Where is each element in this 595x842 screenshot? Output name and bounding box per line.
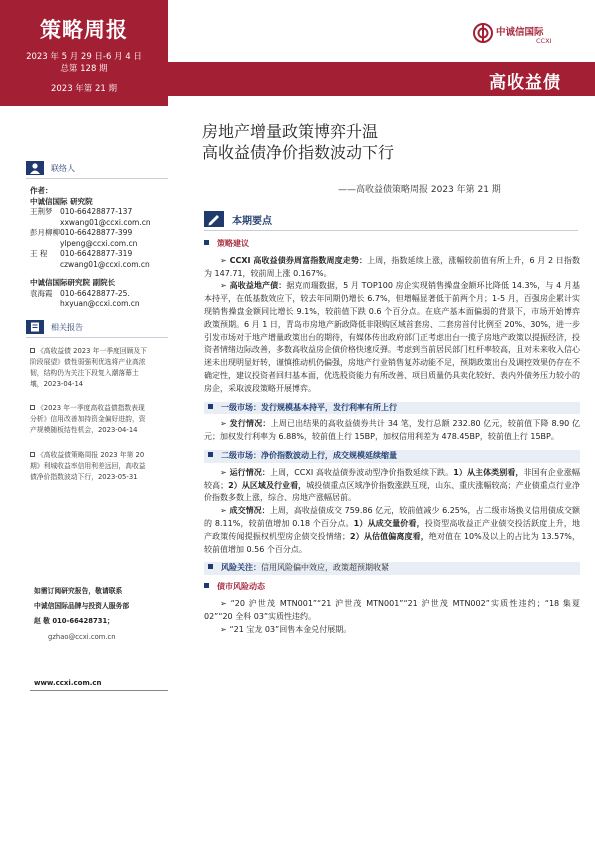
bullet-square-icon [204,583,209,588]
related-section-head [26,320,83,334]
related-label: 相关报告 [51,322,83,332]
related-report-text: 《高收益债策略周报 2023 年第 20 期》利城收益率信用利差远回，高收益债净价指数波动下行，2023-05-31 [30,451,146,481]
issue-year: 2023 年第 21 期 [50,84,118,94]
strategy-heading: 策略建议 [204,238,580,251]
authors-heading: 作者： [30,186,53,195]
contacts-label: 联络人 [51,163,75,173]
page-subtitle: ——高收益债策略周报 2023 年第 21 期 [338,185,501,195]
paragraph-trading: ➢ 成交情况：上周，高收益债成交 759.86 亿元，较前值减少 6.25%，占二级市场换义信用债成交额的 8.11%，较前值增加 0.18 个百分点。1）从成交量价看，投资型高收益正产业债交投活跃度上升，地产政策传闻提振权机型房企债交投情绪；2）从估值偏离度看，绝对值在 10%及以上的占比为 13.57%，较前值增加 0.56 个百分点。 [204,506,581,554]
website-link[interactable]: www.ccxi.com.cn [34,679,102,687]
person-icon [26,161,44,175]
title-line: 高收益债净价指数波动下行 [202,143,395,162]
contact-email[interactable]: gzhao@ccxi.com.cn [48,633,116,642]
key-points-head [204,211,272,227]
default-heading: 债市风险动态 [204,581,580,594]
date-range: 2023 年 5 月 29 日-6 月 4 日 [26,52,142,62]
director-name: 袁海霞 [30,288,53,298]
checkbox-icon [30,348,35,353]
author-phone: 010-66428877-137 [60,207,133,216]
author-row [30,249,170,260]
related-report-item[interactable] [30,403,148,436]
contacts-section-head [26,161,75,175]
author-email[interactable]: czwang01@ccxi.com.cn [60,259,150,269]
subscription-contact [34,586,164,643]
contact-line: 赵 敬 010-66428731； [34,616,114,625]
key-points-label: 本期要点 [232,215,272,227]
bullet-square-icon [208,404,213,409]
related-report-text: 《2023 年一季度高收益债指数表现分析》信用改善加持资金偏好进韵，资产规模随板结性机会，2023-04-14 [30,404,146,434]
risk-line: 风险关注：信用风险偏中效应，政策超预期收紧 [204,562,580,575]
author-row [30,228,170,239]
checkbox-icon [30,452,35,457]
bullet-square-icon [208,452,213,457]
author-name: 王荆梦 [30,207,53,216]
related-report-text: 《高收益债 2023 年一季度回顾及下阶段展望》债性弱强利优选将产业高浓韧，结构仍为关注下段复入潮落幕土壤，2023-04-14 [30,347,147,388]
director-row [30,289,170,300]
bullet-square-icon [208,564,213,569]
paragraph-property: ➢ 高收益地产债：据克而瑞数据，5 月 TOP100 房企实现销售操盘金额环比降低 14.3%，与 4 月基本持平，在低基数效应下，较去年同期仍增长 6.7%，但增幅显著低于前两个月；1-5 月，百强房企累计实现销售操盘金额同比增长 9.1%，较前值下跌 0.6 个百分点。在底产基本面偏弱的背景下，市场开始博弈政策预期。6 月 1 日，青岛市房地产新政降低非限购区域首套房、二套房首付比例至 20%、30%，进一步引发市场对于地产增量政策出台的期待，有媒体传出政府部门正考虑出台一揽子房地产政策以提振经济，投资者情绪边际改善，多数高收益房企债价格快速反弹。考虑到当前居民部门杠杆率较高，且对未来收入信心迷未出现明显好转，谨慎推动机仍偏强，房地产行业销售复苏动能不足，预期政策出台及调控效果仍存在不确定性，建议投资者回归基本面，优选股资能力有所改善、项目质量仍具卖化较好、表内外债务压力较小的房企，采取波段策略开展博弈。 [204,281,580,393]
author-email[interactable]: ylpeng@ccxi.com.cn [60,238,138,248]
checkbox-icon [30,405,35,410]
primary-market-heading: 一级市场：发行规模基本持平，发行利率有所上行 [204,402,580,415]
related-report-item[interactable] [30,346,148,390]
author-org: 中诚信国际 研究院 [30,196,93,206]
author-phone: 010-66428877-319 [60,249,133,258]
contact-line: 如需订阅研究报告，敬请联系 [34,587,123,595]
company-logo [470,18,570,50]
divider [204,230,578,231]
category-label: 高收益债 [489,73,561,93]
default-item: ➢ “20 沪世茂 MTN001”“21 沪世茂 MTN001”“21 沪世茂 MTN002”实质性违约；“18 集夏 02”“20 全科 03”实质性违约。 [204,598,580,621]
paragraph-index-trend: ➢ CCXI 高收益债券周富指数周度走势：上周，指数延续上涨，涨幅较前值有所上升，6 月 2 日指数为 147.71，较前周上涨 0.167%。 [204,255,580,278]
director-email[interactable]: hxyuan@ccxi.com.cn [60,299,140,308]
author-phone: 010-66428877-399 [60,228,133,237]
author-name: 彭月柳柳 [30,228,60,237]
related-report-item[interactable] [30,450,148,483]
logo-text: 中诚信国际 [496,27,544,38]
paragraph-issuance: ➢ 发行情况：上周已出结果的高收益债券共计 34 笔，发行总额 232.80 亿元，较前值下降 8.90 亿元；加权发行利率为 6.88%，较前值上行 15BP，加权信用利差为 478.45BP，较前值上行 15BP。 [204,419,580,442]
author-row [30,207,170,218]
pen-icon [204,211,224,227]
author-list [30,186,170,310]
logo-mark-icon [472,22,494,44]
paragraph-operation: ➢ 运行情况：上周，CCXI 高收益债券波动型净价指数延续下跌。1）从主体类别看，非国有企业涨幅较高；2）从区域及行业看，城投债重点区域净价指数涨跌互现，山东、重庆涨幅较高；产业债重点行业净价指数多数上涨，综合、房地产涨幅居前。 [204,467,580,503]
document-icon [26,320,44,334]
issue-total: 总第 128 期 [60,64,108,74]
title-line: 房地产增量政策博弈升温 [202,122,379,141]
page-title [202,121,394,163]
divider [26,178,168,179]
bullet-square-icon [204,240,209,245]
divider [30,690,168,691]
author-email[interactable]: xxwang01@ccxi.com.cn [60,217,151,227]
report-body [204,238,580,636]
director-org: 中诚信国际研究院 副院长 [30,278,116,287]
divider [26,337,168,338]
default-item: ➢ “21 宝龙 03”回售本金兑付展期。 [220,624,352,634]
contact-line: 中诚信国际品牌与投资人服务部 [34,601,130,610]
secondary-market-heading: 二级市场：净价指数波动上行，成交规模延续缩量 [204,450,580,463]
director-phone: 010-66428877-25. [60,288,130,298]
header-panel [0,0,168,106]
logo-sub: CCXI [536,37,552,45]
author-name: 王 程 [30,249,48,258]
report-type-title: 策略周报 [40,18,128,42]
